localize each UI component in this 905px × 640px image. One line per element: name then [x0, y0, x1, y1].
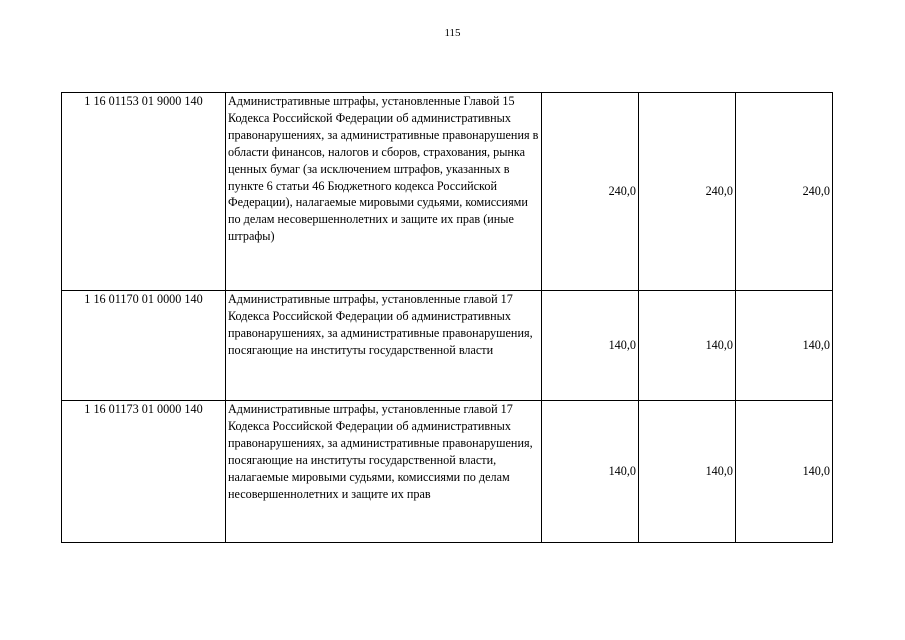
amount-year-3-cell: 140,0 — [736, 291, 833, 401]
amount-year-1-cell: 140,0 — [542, 401, 639, 543]
amount-year-2-cell: 140,0 — [639, 401, 736, 543]
revenue-description-cell: Административные штрафы, установленные главой 17 Кодекса Российской Федерации об административных правонарушениях, за административные правонарушения, посягающие на институты государственной власти — [226, 291, 542, 401]
amount-year-2-cell: 240,0 — [639, 93, 736, 291]
amount-year-2-cell: 140,0 — [639, 291, 736, 401]
page-number: 115 — [444, 27, 461, 39]
table-row — [62, 93, 833, 291]
amount-year-1-cell: 140,0 — [542, 291, 639, 401]
amount-year-3-cell: 240,0 — [736, 93, 833, 291]
revenue-code-cell: 1 16 01173 01 0000 140 — [62, 401, 226, 543]
revenue-code-cell: 1 16 01170 01 0000 140 — [62, 291, 226, 401]
table-row — [62, 401, 833, 543]
table-row — [62, 291, 833, 401]
budget-revenue-table — [61, 92, 833, 543]
amount-year-1-cell: 240,0 — [542, 93, 639, 291]
revenue-description-cell: Административные штрафы, установленные главой 17 Кодекса Российской Федерации об административных правонарушениях, за административные правонарушения, посягающие на институты государственной власти, налагаемые мировыми судьями, комиссиями по делам несовершеннолетних и защите их прав — [226, 401, 542, 543]
amount-year-3-cell: 140,0 — [736, 401, 833, 543]
revenue-code-cell: 1 16 01153 01 9000 140 — [62, 93, 226, 291]
revenue-description-cell: Административные штрафы, установленные Главой 15 Кодекса Российской Федерации об административных правонарушениях, за административные правонарушения в области финансов, налогов и сборов, страхования, рынка ценных бумаг (за исключением штрафов, указанных в пункте 6 статьи 46 Бюджетного кодекса Российской Федерации), налагаемые мировыми судьями, комиссиями по делам несовершеннолетних и защите их прав (иные штрафы) — [226, 93, 542, 291]
